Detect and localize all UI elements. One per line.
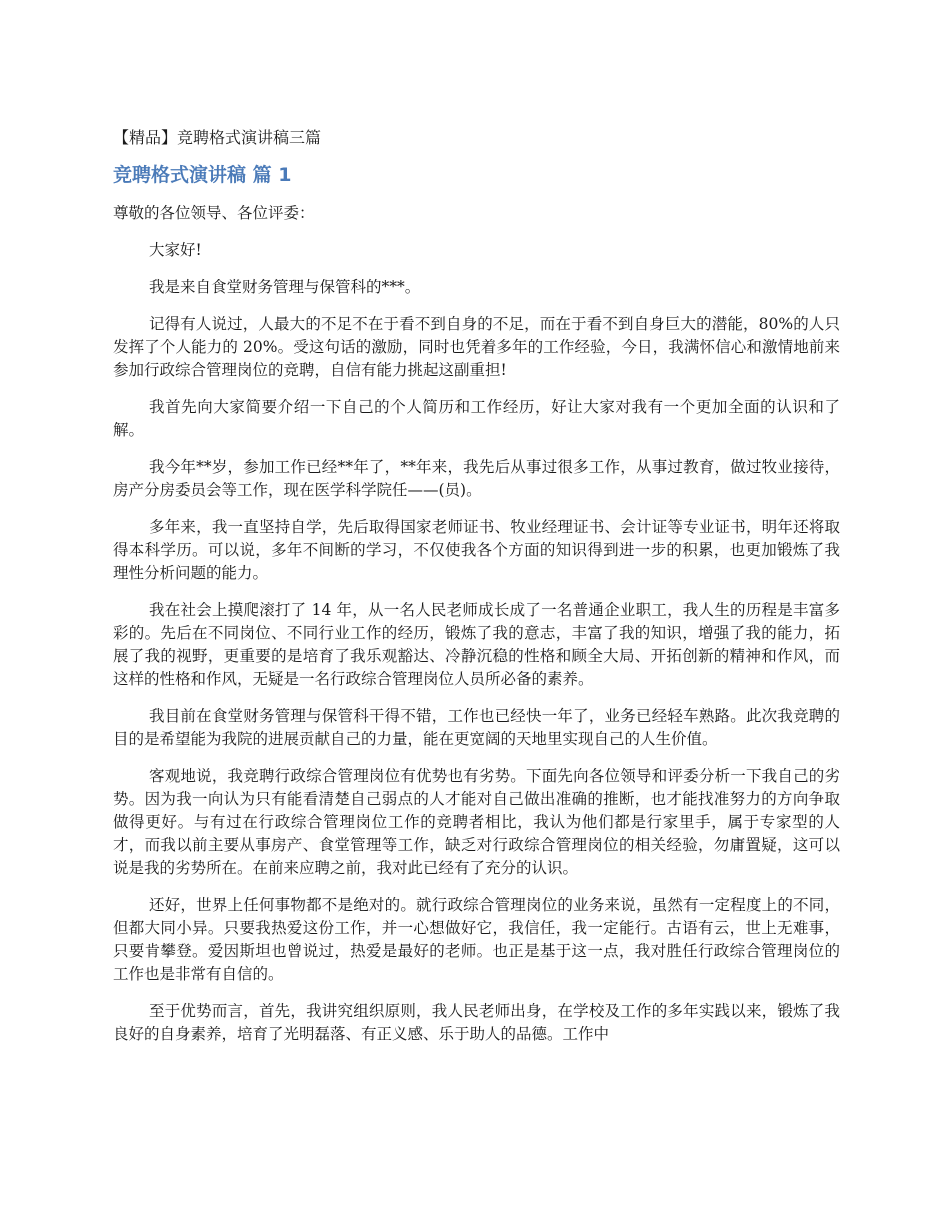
section-heading: 竞聘格式演讲稿 篇 1: [113, 164, 292, 186]
salutation: 尊敬的各位领导、各位评委：: [113, 204, 315, 222]
document-page: [113, 128, 840, 1060]
paragraph: 多年来，我一直坚持自学，先后取得国家老师证书、牧业经理证书、会计证等专业证书，明年还将取得本科学历。可以说，多年不间断的学习，不仅使我各个方面的知识得到进一步的积累，也更加锻炼了我理性分析问题的能力。: [113, 518, 840, 582]
paragraph: 我在社会上摸爬滚打了 14 年，从一名人民老师成长成了一名普通企业职工，我人生的历程是丰富多彩的。先后在不同岗位、不同行业工作的经历，锻炼了我的意志，丰富了我的知识，增强了我的能力，拓展了我的视野，更重要的是培育了我乐观豁达、冷静沉稳的性格和顾全大局、开拓创新的精神和作风，而这样的性格和作风，无疑是一名行政综合管理岗位人员所必备的素养。: [113, 601, 840, 688]
paragraph: 我目前在食堂财务管理与保管科干得不错，工作也已经快一年了，业务已经轻车熟路。此次我竞聘的目的是希望能为我院的进展贡献自己的力量，能在更宽阔的天地里实现自己的人生价值。: [113, 707, 840, 748]
paragraph: 我今年**岁，参加工作已经**年了，**年来，我先后从事过很多工作，从事过教育，做过牧业接待，房产分房委员会等工作，现在医学科学院任——(员)。: [113, 458, 840, 499]
paragraph: 我首先向大家简要介绍一下自己的个人简历和工作经历，好让大家对我有一个更加全面的认识和了解。: [113, 398, 840, 439]
paragraph: 我是来自食堂财务管理与保管科的***。: [149, 278, 421, 296]
document-title: 【精品】竞聘格式演讲稿三篇: [113, 128, 322, 147]
paragraph: 大家好!: [149, 241, 202, 259]
paragraph: 至于优势而言，首先，我讲究组织原则，我人民老师出身，在学校及工作的多年实践以来，锻炼了我良好的自身素养，培育了光明磊落、有正义感、乐于助人的品德。工作中: [113, 1002, 840, 1043]
paragraph: 客观地说，我竞聘行政综合管理岗位有优势也有劣势。下面先向各位领导和评委分析一下我自己的劣势。因为我一向认为只有能看清楚自己弱点的人才能对自己做出准确的推断，也才能找准努力的方向争取做得更好。与有过在行政综合管理岗位工作的竞聘者相比，我认为他们都是行家里手，属于专家型的人才，而我以前主要从事房产、食堂管理等工作，缺乏对行政综合管理岗位的相关经验，勿庸置疑，这可以说是我的劣势所在。在前来应聘之前，我对此已经有了充分的认识。: [113, 767, 840, 877]
paragraph: 记得有人说过，人最大的不足不在于看不到自身的不足，而在于看不到自身巨大的潜能，80%的人只发挥了个人能力的 20%。受这句话的激励，同时也凭着多年的工作经验，今日，我满怀信心和激情地前来参加行政综合管理岗位的竞聘，自信有能力挑起这副重担!: [113, 315, 840, 379]
paragraph: 还好，世界上任何事物都不是绝对的。就行政综合管理岗位的业务来说，虽然有一定程度上的不同，但都大同小异。只要我热爱这份工作，并一心想做好它，我信任，我一定能行。古语有云，世上无难事，只要肯攀登。爱因斯坦也曾说过，热爱是最好的老师。也正是基于这一点，我对胜任行政综合管理岗位的工作也是非常有自信的。: [113, 896, 840, 983]
